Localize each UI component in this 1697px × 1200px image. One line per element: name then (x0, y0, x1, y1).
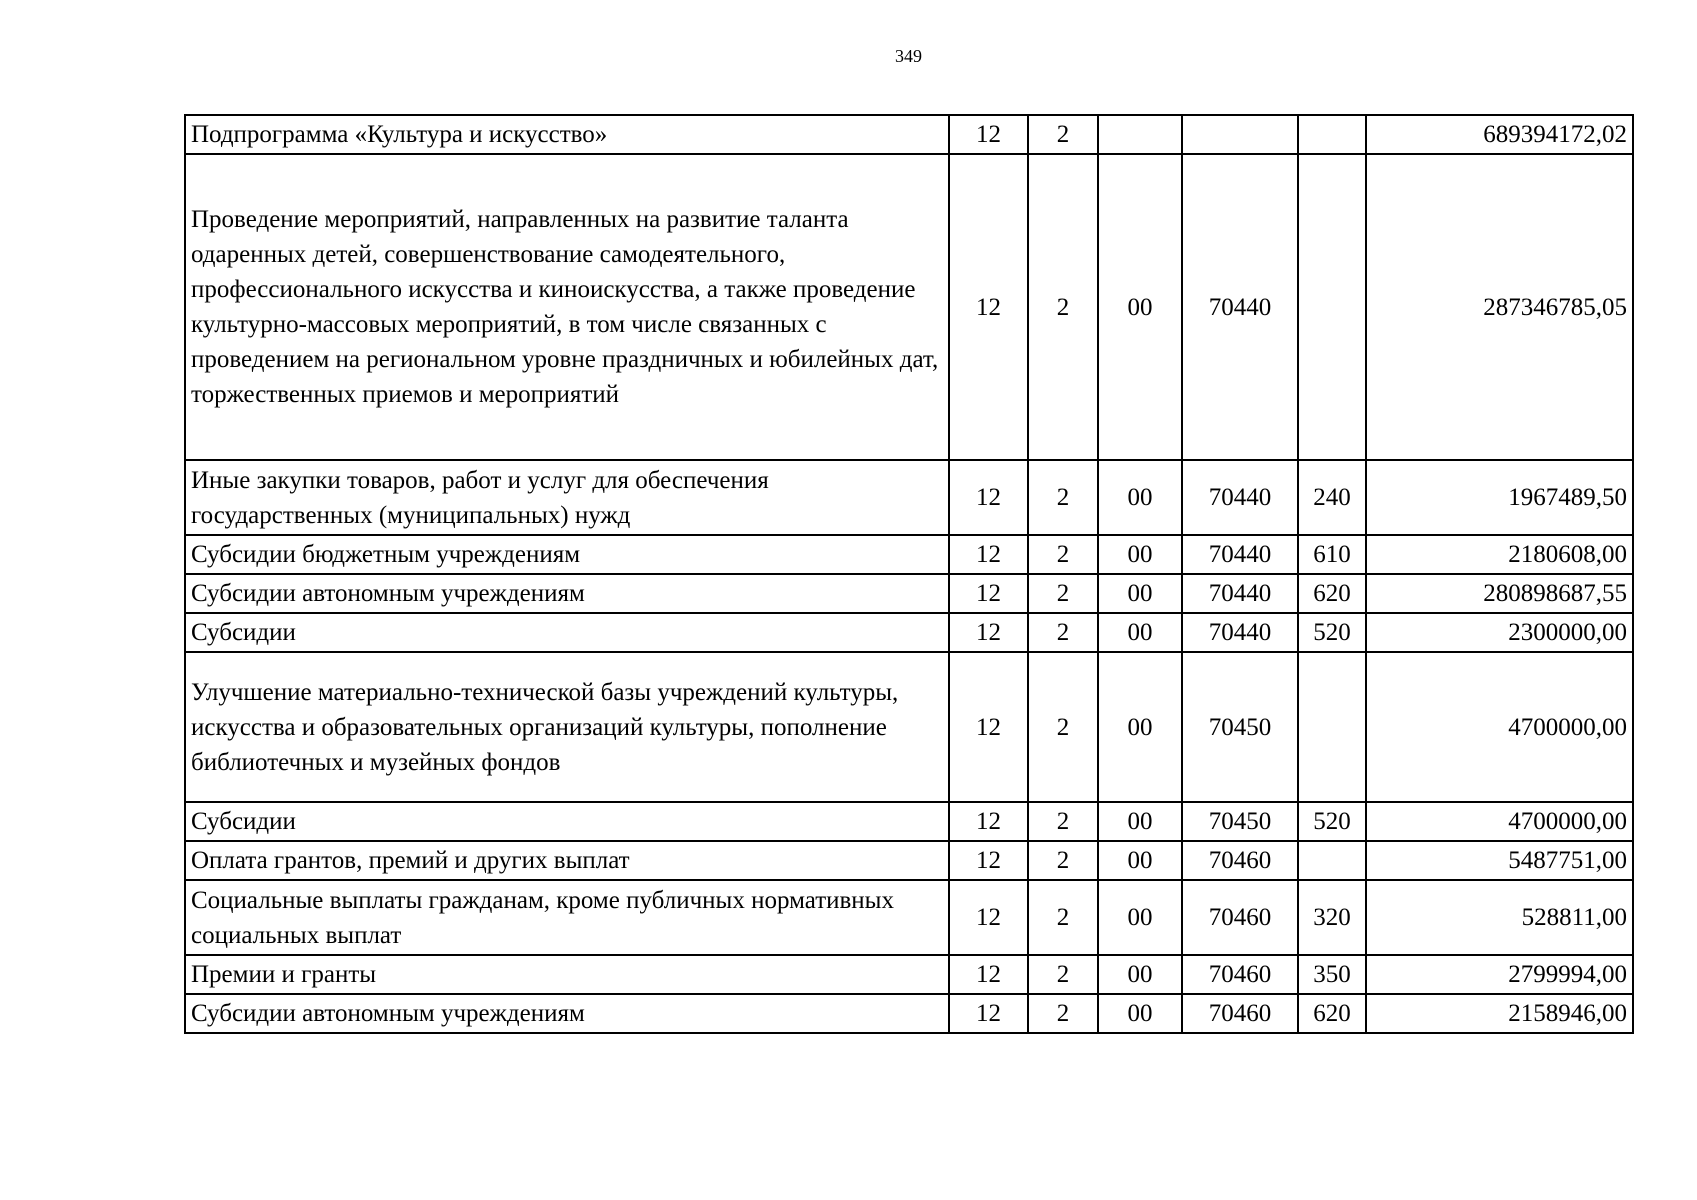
code-section: 12 (949, 994, 1028, 1033)
table-row (185, 154, 1633, 460)
code-target: 70440 (1182, 613, 1298, 652)
code-section: 12 (949, 154, 1028, 460)
code-target: 70440 (1182, 535, 1298, 574)
code-expense-type: 520 (1298, 613, 1366, 652)
code-target: 70440 (1182, 460, 1298, 535)
table-row (185, 652, 1633, 802)
code-section: 12 (949, 460, 1028, 535)
row-sum: 1967489,50 (1366, 460, 1633, 535)
code-section: 12 (949, 841, 1028, 880)
row-sum: 280898687,55 (1366, 574, 1633, 613)
row-sum: 2158946,00 (1366, 994, 1633, 1033)
code-expense-type: 240 (1298, 460, 1366, 535)
table-row (185, 115, 1633, 154)
row-name: Оплата грантов, премий и других выплат (185, 841, 949, 880)
row-name: Социальные выплаты гражданам, кроме публичных нормативных социальных выплат (185, 880, 949, 955)
page-number: 349 (895, 46, 922, 66)
code-group: 00 (1098, 802, 1182, 841)
row-name: Субсидии (185, 802, 949, 841)
code-subprogram: 2 (1028, 574, 1098, 613)
row-sum: 287346785,05 (1366, 154, 1633, 460)
code-section: 12 (949, 574, 1028, 613)
row-name: Проведение мероприятий, направленных на развитие таланта одаренных детей, совершенствование самодеятельного, профессионального искусства и киноискусства, а также проведение культурно-массовых мероприятий, в том числе связанных с проведением на региональном уровне праздничных и юбилейных дат, торжественных приемов и мероприятий (185, 154, 949, 460)
code-group (1098, 115, 1182, 154)
row-sum: 4700000,00 (1366, 802, 1633, 841)
code-subprogram: 2 (1028, 115, 1098, 154)
code-subprogram: 2 (1028, 652, 1098, 802)
code-subprogram: 2 (1028, 535, 1098, 574)
table-row (185, 994, 1633, 1033)
code-section: 12 (949, 115, 1028, 154)
code-subprogram: 2 (1028, 994, 1098, 1033)
code-expense-type: 350 (1298, 955, 1366, 994)
code-subprogram: 2 (1028, 880, 1098, 955)
code-group: 00 (1098, 154, 1182, 460)
code-section: 12 (949, 880, 1028, 955)
row-sum: 2180608,00 (1366, 535, 1633, 574)
code-section: 12 (949, 613, 1028, 652)
code-section: 12 (949, 802, 1028, 841)
code-group: 00 (1098, 574, 1182, 613)
row-name: Премии и гранты (185, 955, 949, 994)
row-name: Субсидии автономным учреждениям (185, 574, 949, 613)
code-target: 70440 (1182, 154, 1298, 460)
row-name: Субсидии автономным учреждениям (185, 994, 949, 1033)
code-target: 70460 (1182, 994, 1298, 1033)
code-expense-type: 520 (1298, 802, 1366, 841)
code-target: 70460 (1182, 880, 1298, 955)
table-row (185, 460, 1633, 535)
code-expense-type (1298, 154, 1366, 460)
table-row (185, 535, 1633, 574)
code-expense-type: 620 (1298, 574, 1366, 613)
code-group: 00 (1098, 460, 1182, 535)
row-sum: 5487751,00 (1366, 841, 1633, 880)
code-subprogram: 2 (1028, 154, 1098, 460)
code-expense-type: 620 (1298, 994, 1366, 1033)
code-subprogram: 2 (1028, 802, 1098, 841)
row-sum: 4700000,00 (1366, 652, 1633, 802)
code-group: 00 (1098, 535, 1182, 574)
code-expense-type: 320 (1298, 880, 1366, 955)
table-row (185, 574, 1633, 613)
row-name: Субсидии бюджетным учреждениям (185, 535, 949, 574)
code-target: 70440 (1182, 574, 1298, 613)
code-expense-type (1298, 115, 1366, 154)
code-expense-type (1298, 652, 1366, 802)
row-name: Подпрограмма «Культура и искусство» (185, 115, 949, 154)
code-target: 70450 (1182, 802, 1298, 841)
budget-table (184, 114, 1634, 1034)
code-expense-type (1298, 841, 1366, 880)
code-subprogram: 2 (1028, 613, 1098, 652)
table-row (185, 880, 1633, 955)
table-row (185, 841, 1633, 880)
code-section: 12 (949, 652, 1028, 802)
code-group: 00 (1098, 841, 1182, 880)
code-target: 70460 (1182, 841, 1298, 880)
table-row (185, 955, 1633, 994)
code-target: 70450 (1182, 652, 1298, 802)
table-row (185, 613, 1633, 652)
code-group: 00 (1098, 994, 1182, 1033)
row-sum: 528811,00 (1366, 880, 1633, 955)
code-target (1182, 115, 1298, 154)
code-group: 00 (1098, 880, 1182, 955)
code-subprogram: 2 (1028, 955, 1098, 994)
code-group: 00 (1098, 613, 1182, 652)
code-subprogram: 2 (1028, 460, 1098, 535)
row-name: Иные закупки товаров, работ и услуг для обеспечения государственных (муниципальных) нужд (185, 460, 949, 535)
row-name: Улучшение материально-технической базы учреждений культуры, искусства и образовательных организаций культуры, пополнение библиотечных и музейных фондов (185, 652, 949, 802)
code-group: 00 (1098, 652, 1182, 802)
row-name: Субсидии (185, 613, 949, 652)
code-group: 00 (1098, 955, 1182, 994)
row-sum: 689394172,02 (1366, 115, 1633, 154)
code-subprogram: 2 (1028, 841, 1098, 880)
code-expense-type: 610 (1298, 535, 1366, 574)
row-sum: 2799994,00 (1366, 955, 1633, 994)
row-sum: 2300000,00 (1366, 613, 1633, 652)
table-row (185, 802, 1633, 841)
code-section: 12 (949, 955, 1028, 994)
code-target: 70460 (1182, 955, 1298, 994)
code-section: 12 (949, 535, 1028, 574)
